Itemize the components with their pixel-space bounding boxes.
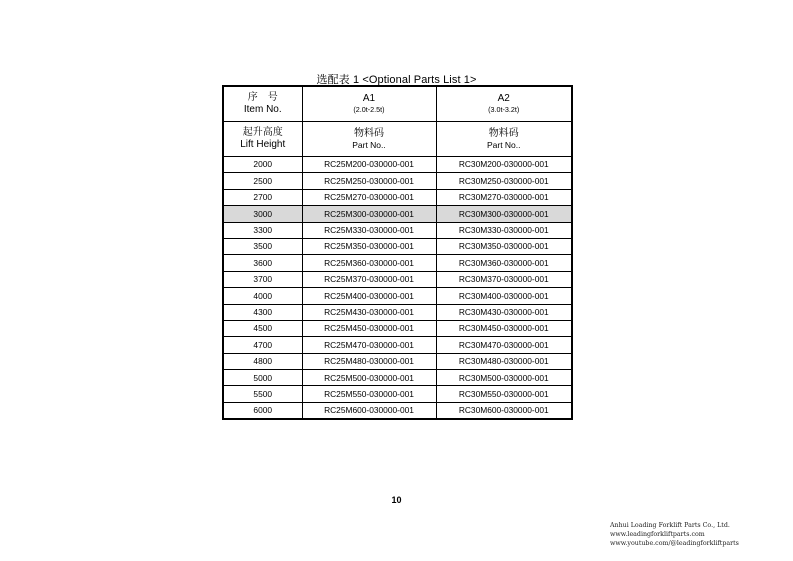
lift-height-cell: 5500 [223, 386, 302, 402]
lift-height-cell: 6000 [223, 402, 302, 419]
header-item-no [223, 86, 302, 122]
subheader-part-no-a2 [436, 122, 572, 157]
table-row [223, 271, 572, 287]
part-no-a2-cell: RC30M200-030000-001 [436, 157, 572, 173]
part-no-a1-cell: RC25M360-030000-001 [302, 255, 436, 271]
part-no-a1-cell: RC25M350-030000-001 [302, 238, 436, 254]
header-item-no-en: Item No. [243, 104, 282, 115]
table-row [223, 353, 572, 369]
lift-height-cell: 2000 [223, 157, 302, 173]
lift-height-cell: 3600 [223, 255, 302, 271]
table-row [223, 386, 572, 402]
table-row [223, 320, 572, 336]
lift-height-cell: 3700 [223, 271, 302, 287]
header-item-no-cn: 序 号 [247, 92, 278, 103]
optional-parts-table [222, 85, 573, 420]
lift-height-cell: 4700 [223, 337, 302, 353]
part-no-a2-cell: RC30M360-030000-001 [436, 255, 572, 271]
lift-height-cell: 4800 [223, 353, 302, 369]
table-row [223, 337, 572, 353]
part-no-a1-cell: RC25M550-030000-001 [302, 386, 436, 402]
part-no-a2-cell: RC30M470-030000-001 [436, 337, 572, 353]
footer-website: www.leadingforkliftparts.com [610, 531, 705, 538]
table-row [223, 402, 572, 419]
part-no-a1-cell: RC25M400-030000-001 [302, 288, 436, 304]
part-no-a2-cell: RC30M250-030000-001 [436, 173, 572, 189]
header-a1-label: A1 [362, 93, 376, 104]
footer-company: Anhui Loading Forklift Parts Co., Ltd. [610, 522, 730, 529]
part-no-a2-cell: RC30M350-030000-001 [436, 238, 572, 254]
table-row [223, 222, 572, 238]
table-row [223, 238, 572, 254]
table-row [223, 206, 572, 222]
part-no-a2-cell: RC30M300-030000-001 [436, 206, 572, 222]
lift-height-cell: 3000 [223, 206, 302, 222]
part-no-a1-cell: RC25M370-030000-001 [302, 271, 436, 287]
subheader-lift-height [223, 122, 302, 157]
header-a2 [436, 86, 572, 122]
subheader-part-no-a1-cn: 物料码 [354, 127, 384, 139]
lift-height-cell: 4300 [223, 304, 302, 320]
table-row [223, 189, 572, 205]
header-a2-capacity: (3.0t-3.2t) [488, 105, 520, 114]
part-no-a1-cell: RC25M200-030000-001 [302, 157, 436, 173]
part-no-a1-cell: RC25M250-030000-001 [302, 173, 436, 189]
part-no-a1-cell: RC25M470-030000-001 [302, 337, 436, 353]
lift-height-cell: 4000 [223, 288, 302, 304]
part-no-a2-cell: RC30M400-030000-001 [436, 288, 572, 304]
part-no-a2-cell: RC30M270-030000-001 [436, 189, 572, 205]
subheader-lift-height-en: Lift Height [240, 139, 286, 150]
table-row [223, 370, 572, 386]
lift-height-cell: 3500 [223, 238, 302, 254]
header-a1-capacity: (2.0t-2.5t) [353, 105, 385, 114]
part-no-a2-cell: RC30M430-030000-001 [436, 304, 572, 320]
part-no-a2-cell: RC30M480-030000-001 [436, 353, 572, 369]
part-no-a2-cell: RC30M330-030000-001 [436, 222, 572, 238]
subheader-part-no-a1 [302, 122, 436, 157]
lift-height-cell: 5000 [223, 370, 302, 386]
part-no-a1-cell: RC25M500-030000-001 [302, 370, 436, 386]
header-row [223, 86, 572, 122]
part-no-a1-cell: RC25M330-030000-001 [302, 222, 436, 238]
subheader-part-no-a1-en: Part No.. [352, 139, 386, 150]
part-no-a1-cell: RC25M270-030000-001 [302, 189, 436, 205]
subheader-lift-height-cn: 起升高度 [242, 127, 283, 138]
part-no-a2-cell: RC30M550-030000-001 [436, 386, 572, 402]
footer [610, 521, 739, 548]
header-a1 [302, 86, 436, 122]
lift-height-cell: 2500 [223, 173, 302, 189]
table-row [223, 304, 572, 320]
part-no-a2-cell: RC30M450-030000-001 [436, 320, 572, 336]
lift-height-cell: 2700 [223, 189, 302, 205]
part-no-a1-cell: RC25M430-030000-001 [302, 304, 436, 320]
table-row [223, 255, 572, 271]
lift-height-cell: 3300 [223, 222, 302, 238]
part-no-a1-cell: RC25M450-030000-001 [302, 320, 436, 336]
header-a2-label: A2 [497, 93, 510, 104]
table-title: 选配表 1 <Optional Parts List 1> [316, 74, 477, 86]
subheader-part-no-a2-cn: 物料码 [488, 127, 519, 139]
table-row [223, 288, 572, 304]
footer-youtube: www.youtube.com/@leadingforkliftparts [610, 540, 739, 547]
subheader-part-no-a2-en: Part No.. [486, 139, 521, 150]
page-number: 10 [391, 495, 402, 505]
part-no-a1-cell: RC25M480-030000-001 [302, 353, 436, 369]
table-row [223, 173, 572, 189]
part-no-a1-cell: RC25M300-030000-001 [302, 206, 436, 222]
subheader-row [223, 122, 572, 157]
table-row [223, 157, 572, 173]
part-no-a2-cell: RC30M500-030000-001 [436, 370, 572, 386]
part-no-a2-cell: RC30M370-030000-001 [436, 271, 572, 287]
lift-height-cell: 4500 [223, 320, 302, 336]
part-no-a1-cell: RC25M600-030000-001 [302, 402, 436, 419]
part-no-a2-cell: RC30M600-030000-001 [436, 402, 572, 419]
